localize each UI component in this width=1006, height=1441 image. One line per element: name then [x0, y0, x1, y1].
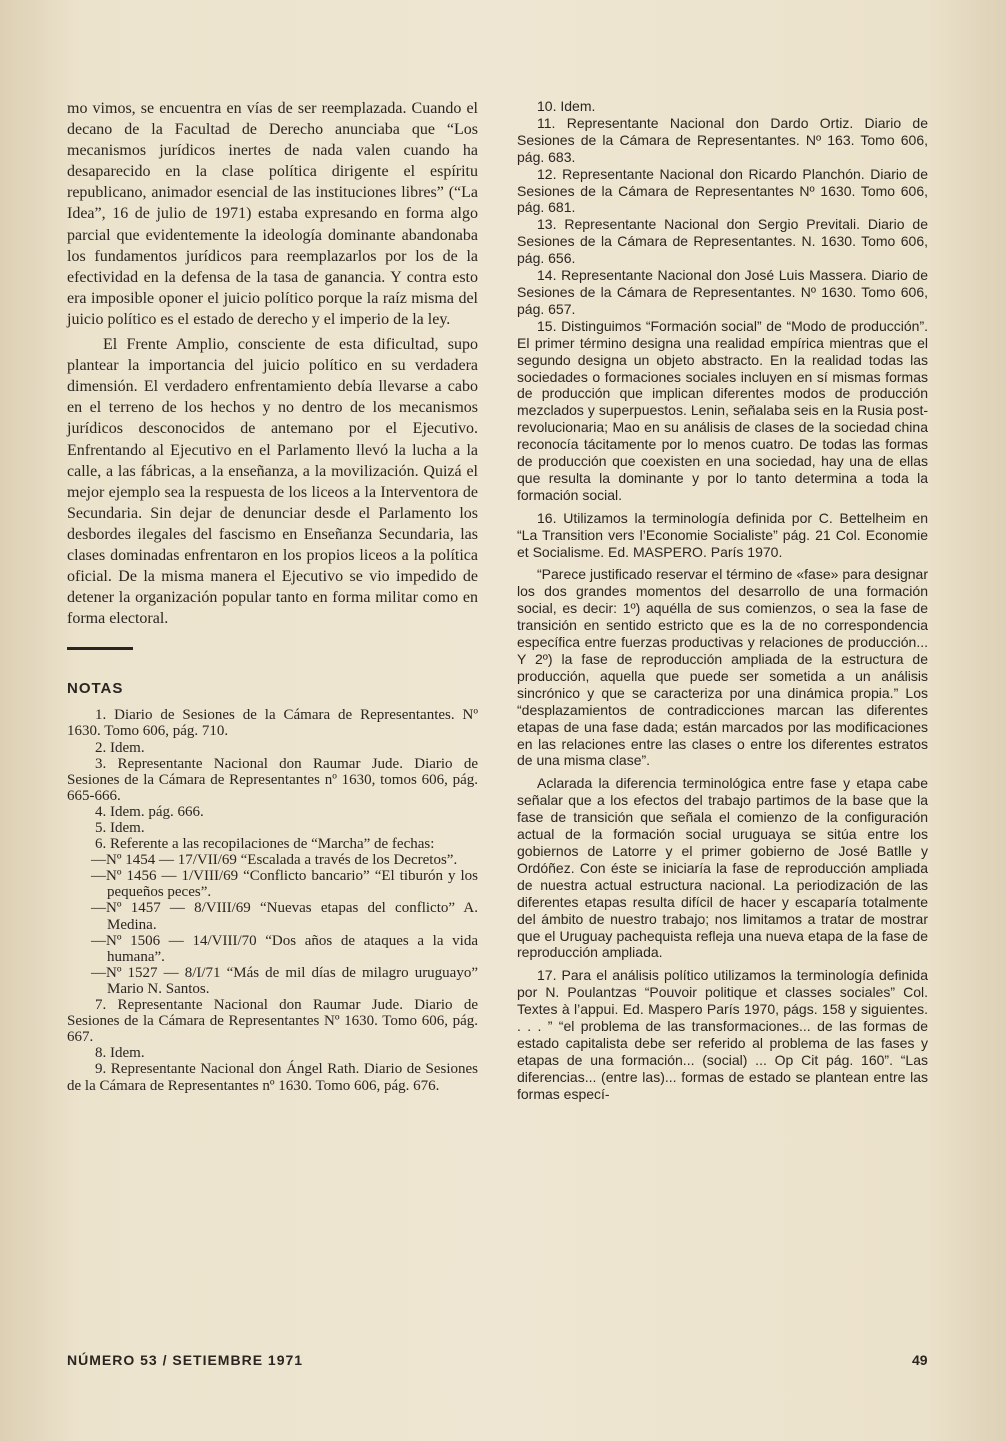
note-subitem: —Nº 1527 — 8/I/71 “Más de mil días de milagro uruguayo” Mario N. Santos. [91, 964, 478, 997]
note-subitem: —Nº 1506 — 14/VIII/70 “Dos años de ataques a la vida humana”. [91, 932, 478, 965]
note-item: 11. Representante Nacional don Dardo Ortiz. Diario de Sesiones de la Cámara de Representantes. Nº 163. Tomo 606, pág. 683. [517, 114, 928, 165]
note-subitem: —Nº 1454 — 17/VII/69 “Escalada a través de los Decretos”. [91, 852, 458, 869]
issue-footer: NÚMERO 53 / SETIEMBRE 1971 [67, 1352, 304, 1368]
notes-heading: NOTAS [67, 680, 124, 698]
note-item: 12. Representante Nacional don Ricardo Planchón. Diario de Sesiones de la Cámara de Representantes Nº 1630. Tomo 606, pág. 681. [517, 165, 928, 216]
note-item: 2. Idem. [95, 739, 145, 756]
note-item: 10. Idem. [537, 98, 596, 114]
note-item: 14. Representante Nacional don José Luis Massera. Diario de Sesiones de la Cámara de Representantes. Nº 1630. Tomo 606, pág. 657. [517, 267, 928, 317]
right-column [517, 98, 928, 1103]
note-subitem: —Nº 1456 — 1/VIII/69 “Conflicto bancario” “El tiburón y los pequeños peces”. [91, 868, 478, 901]
body-paragraph: El Frente Amplio, consciente de esta dificultad, supo plantear la importancia del juicio político en su verdadera dimensión. El verdadero enfrentamiento debía llevarse a cabo en el terreno de los hechos y no dentro de los mecanismos jurídicos desconocidos de antemano por el Ejecutivo. Enfrentando al Ejecutivo en el Parlamento llevó la lucha a la calle, a las fábricas, a la enseñanza, a la movilización. Quizá el mejor ejemplo sea la respuesta de los liceos a la Interventora de Secundaria. Sin dejar de denunciar desde el Parlamento los desbordes ilegales del fascismo en Enseñanza Secundaria, las clases dominadas enfrentaron en los propios liceos a la política oficial. De la misma manera el Ejecutivo se vio impedido de detener la organización popular tanto en forma militar como en forma electoral. [67, 336, 478, 628]
note-item: 5. Idem. [95, 820, 145, 836]
page-number: 49 [912, 1352, 928, 1368]
note-item: 9. Representante Nacional don Ángel Rath. Diario de Sesiones de la Cámara de Representantes nº 1630. Tomo 606, pág. 676. [67, 1061, 478, 1094]
note-item: Aclarada la diferencia terminológica entre fase y etapa cabe señalar que a los efectos del trabajo partimos de la base que la fase de transición que señala el comienzo de la configuración actual de la formación social uruguaya se sitúa entre los gobiernos de Latorre y el primer gobierno de José Batlle y Ordóñez. Con éste se iniciaría la fase de reproducción ampliada de nuestra actual estructura nacional. La periodización de las diferentes etapas resulta difícil de hacer y escaparía totalmente del ámbito de nuestro trabajo; nos limitamos a tratar de mostrar que el Uruguay pachequista refleja una nueva etapa de la fase de reproducción ampliada. [517, 775, 928, 961]
body-paragraph: mo vimos, se encuentra en vías de ser reemplazada. Cuando el decano de la Facultad de Derecho anunciaba que “Los mecanismos jurídicos inertes de nada valen cuando ha desaparecido en la clase política dirigente el espíritu republicano, animador esencial de las instituciones libres” (“La Idea”, 16 de julio de 1971) estaba expresando en forma algo parcial que evidentemente la ideología dominante abandonaba los fundamentos jurídicos para reemplazarlos por los de la efectividad en la defensa de la tasa de ganancia. Y contra esto era imposible oponer el juicio político porque la raíz misma del juicio político es el estado de derecho y el imperio de la ley. [67, 100, 478, 328]
note-subitem: —Nº 1457 — 8/VIII/69 “Nuevas etapas del conflicto” A. Medina. [91, 900, 478, 933]
note-item: 15. Distinguimos “Formación social” de “Modo de producción”. El primer término designa una realidad empírica mientras que el segundo designa un objeto abstracto. En la realidad todas las sociedades o formaciones sociales incluyen en sí mismas formas de producción que implican diferentes modos de producción mezclados y superpuestos. Lenin, señalaba seis en la Rusia post-revolucionaria; Mao en su análisis de clases de la sociedad china reconocía tácitamente por lo menos cuatro. De todas las formas de producción que coexisten en una sociedad, hay una de ellas que resulta la dominante y por lo tanto determina a toda la formación social. [517, 317, 928, 503]
note-item: 17. Para el análisis político utilizamos la terminología definida por N. Poulantzas “Pouvoir politique et classes sociales” Col. Textes à l’appui. Ed. Maspero París 1970, págs. 158 y siguientes. . . . ” “el problema de las transformaciones... de las formas de estado capitalista debe ser referido al problema de las fases y etapas de una formación... (social) ... Op Cit pág. 160”. “Las diferencias... (entre las)... formas de estado se plantean entre las formas especí- [517, 967, 928, 1102]
left-column [67, 98, 478, 1094]
note-item: 8. Idem. [95, 1045, 145, 1062]
note-item: 16. Utilizamos la terminología definida por C. Bettelheim en “La Transition vers l’Economie Socialiste” pág. 21 Col. Economie et Socialisme. Ed. MASPERO. París 1970. [517, 509, 928, 560]
note-item: 13. Representante Nacional don Sergio Previtali. Diario de Sesiones de la Cámara de Representantes. N. 1630. Tomo 606, pág. 656. [517, 216, 928, 267]
note-item: 4. Idem. pág. 666. [95, 803, 204, 820]
note-item: 7. Representante Nacional don Raumar Jude. Diario de Sesiones de la Cámara de Representantes Nº 1630. Tomo 606, pág. 667. [67, 997, 478, 1046]
note-item: 6. Referente a las recopilaciones de “Marcha” de fechas: [95, 836, 435, 853]
note-item: 1. Diario de Sesiones de la Cámara de Representantes. Nº 1630. Tomo 606, pág. 710. [67, 707, 478, 740]
note-item: “Parece justificado reservar el término de «fase» para designar los dos grandes momentos del desarrollo de una formación social, es decir: 1º) aquélla de sus comienzos, o sea la fase de transición en sentido estricto que es la de no correspondencia específica entre fuerzas productivas y relaciones de producción... Y 2º) la fase de reproducción ampliada de la estructura de producción, aquella que puede ser sometida a un análisis sincrónico y que se caracteriza por una dinámica propia.” Los “desplazamientos de contradicciones marcan las diferentes etapas de una fase dada; están marcados por las modificaciones en las relaciones entre las clases o entre los diferentes estratos de una misma clase”. [517, 566, 928, 769]
notes-divider [67, 647, 133, 650]
note-item: 3. Representante Nacional don Raumar Jude. Diario de Sesiones de la Cámara de Representantes nº 1630, tomos 606, pág. 665-666. [67, 755, 478, 804]
